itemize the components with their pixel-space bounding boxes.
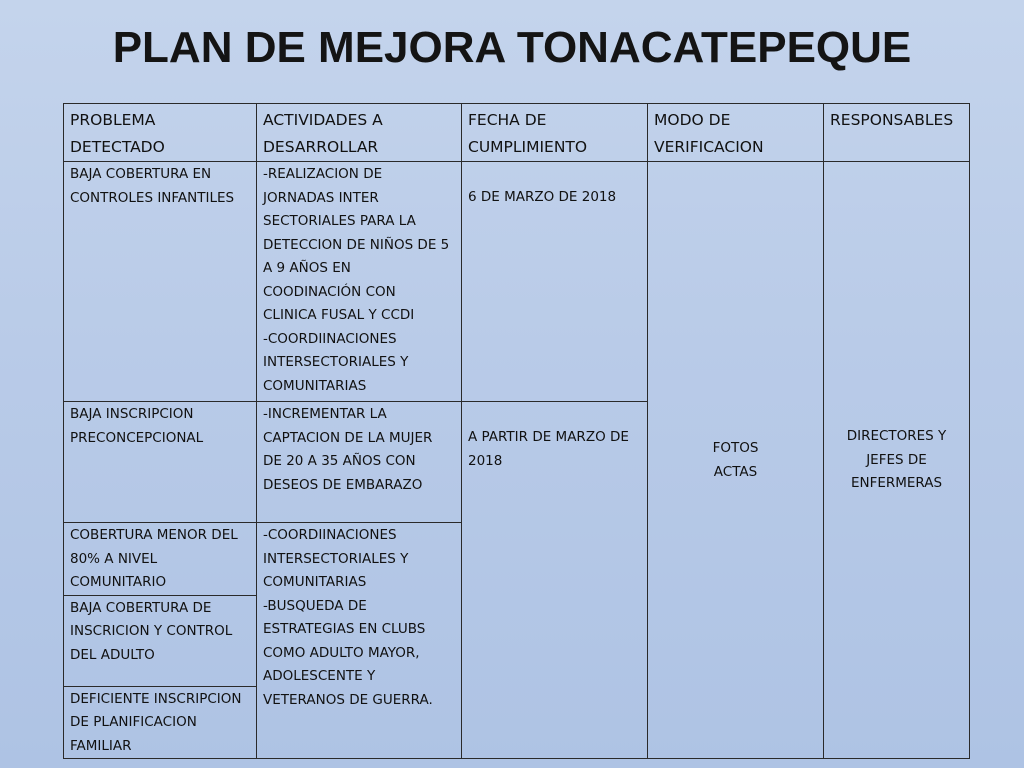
cell-modo-verificacion: FOTOS ACTAS bbox=[648, 162, 824, 759]
cell-fecha: A PARTIR DE MARZO DE 2018 bbox=[462, 402, 648, 759]
cell-problema: BAJA COBERTURA EN CONTROLES INFANTILES bbox=[64, 162, 257, 402]
cell-problema: BAJA COBERTURA DE INSCRICION Y CONTROL DEL ADULTO bbox=[64, 595, 257, 686]
header-responsables: RESPONSABLES bbox=[824, 104, 970, 162]
cell-fecha: 6 DE MARZO DE 2018 bbox=[462, 162, 648, 402]
page-title: PLAN DE MEJORA TONACATEPEQUE bbox=[112, 23, 912, 72]
cell-problema: BAJA INSCRIPCION PRECONCEPCIONAL bbox=[64, 402, 257, 523]
header-problema: PROBLEMA DETECTADO bbox=[64, 104, 257, 162]
cell-responsables: DIRECTORES Y JEFES DE ENFERMERAS bbox=[824, 162, 970, 759]
cell-actividades: -INCREMENTAR LA CAPTACION DE LA MUJER DE 20 A 35 AÑOS CON DESEOS DE EMBARAZO bbox=[257, 402, 462, 523]
header-modo: MODO DE VERIFICACION bbox=[648, 104, 824, 162]
plan-table bbox=[63, 103, 970, 759]
cell-actividades: -REALIZACION DE JORNADAS INTER SECTORIALES PARA LA DETECCION DE NIÑOS DE 5 A 9 AÑOS EN COODINACIÓN CON CLINICA FUSAL Y CCDI -COORDIINACIONES INTERSECTORIALES Y COMUNITARIAS bbox=[257, 162, 462, 402]
cell-problema: DEFICIENTE INSCRIPCION DE PLANIFICACION FAMILIAR bbox=[64, 686, 257, 759]
header-fecha: FECHA DE CUMPLIMIENTO bbox=[462, 104, 648, 162]
table-row bbox=[64, 162, 970, 402]
cell-actividades-shared: -COORDIINACIONES INTERSECTORIALES Y COMUNITARIAS -BUSQUEDA DE ESTRATEGIAS EN CLUBS COMO ADULTO MAYOR, ADOLESCENTE Y VETERANOS DE GUERRA. bbox=[257, 523, 462, 759]
cell-problema: COBERTURA MENOR DEL 80% A NIVEL COMUNITARIO bbox=[64, 523, 257, 596]
table-header-row bbox=[64, 104, 970, 162]
header-actividades: ACTIVIDADES A DESARROLLAR bbox=[257, 104, 462, 162]
